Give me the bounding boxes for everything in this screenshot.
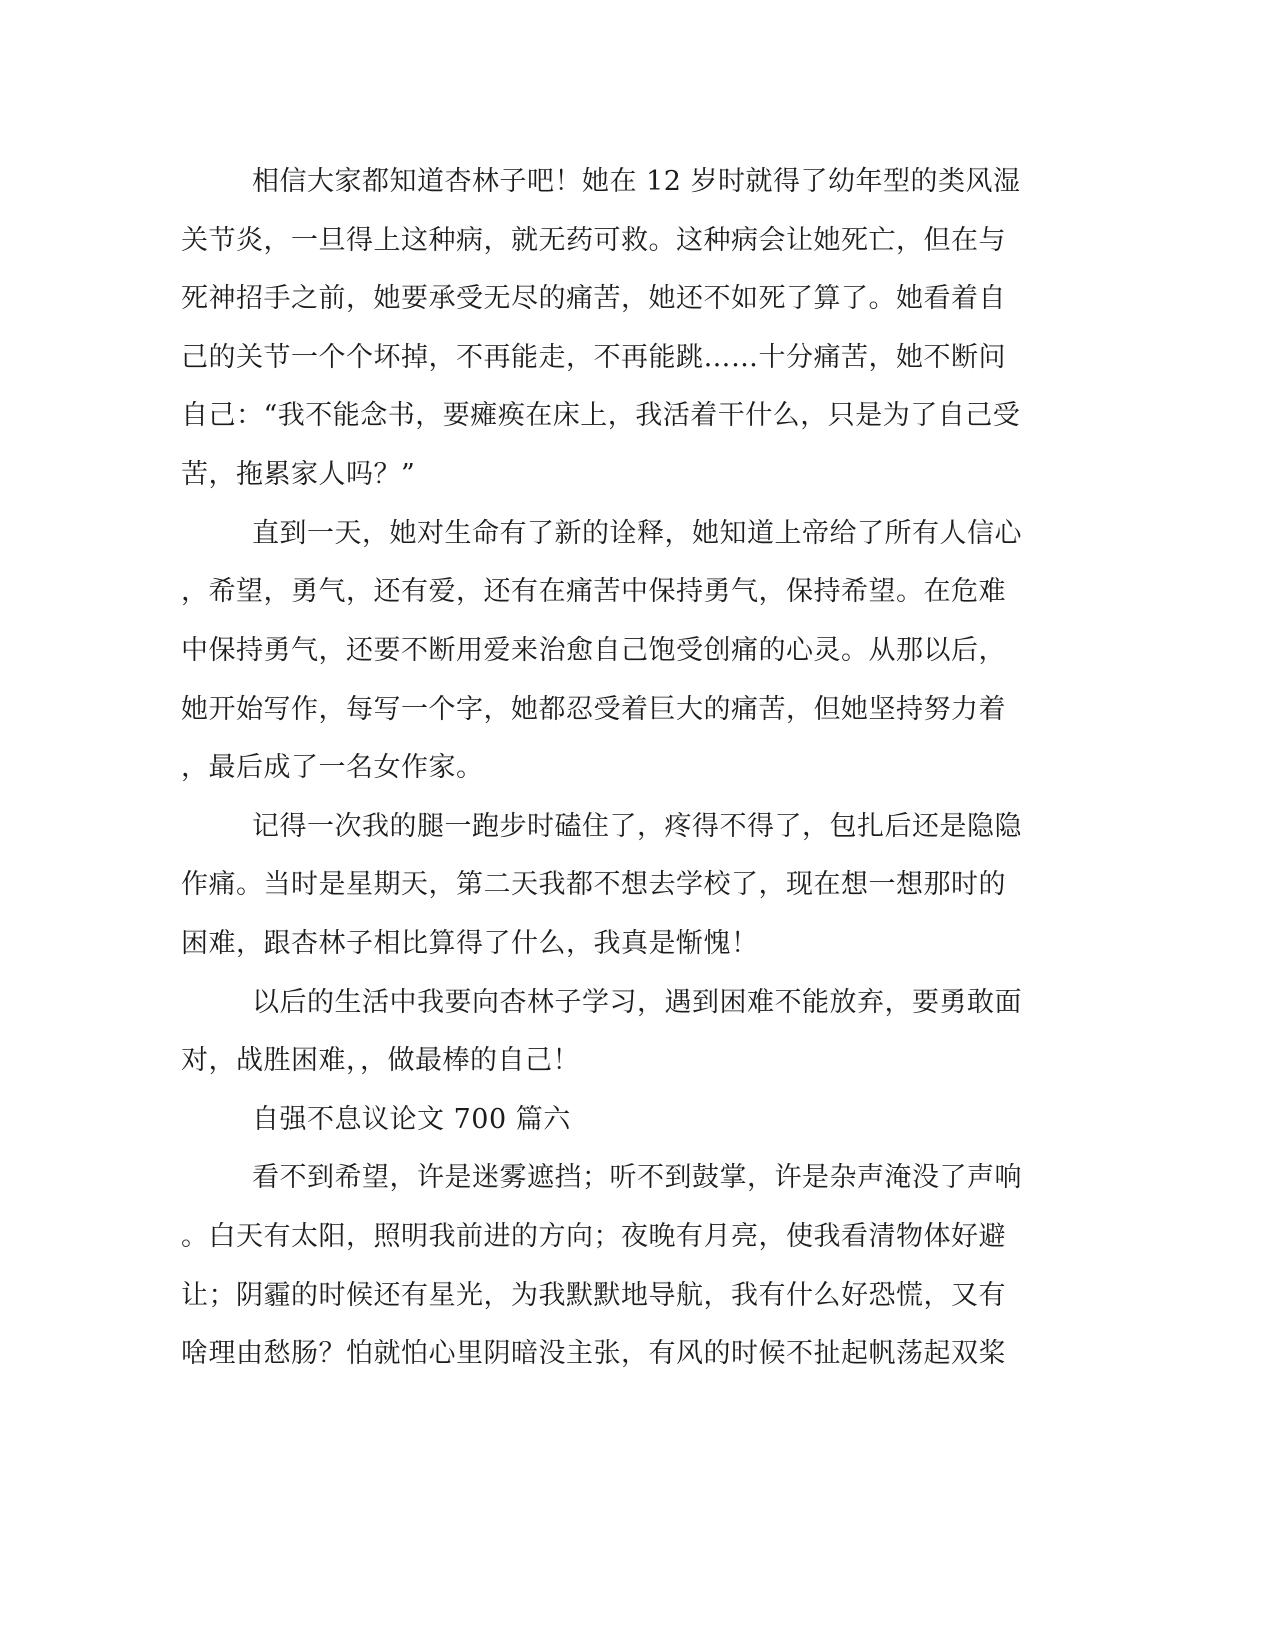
- paragraph-1-line-4: 己的关节一个个坏掉，不再能走，不再能跳……十分痛苦，她不断问: [181, 342, 1006, 373]
- paragraph-5-line-1: 看不到希望，许是迷雾遮挡；听不到鼓掌，许是杂声淹没了声响: [252, 1162, 1022, 1193]
- paragraph-2-line-3: 中保持勇气，还要不断用爱来治愈自己饱受创痛的心灵。从那以后，: [181, 635, 1006, 666]
- paragraph-2-line-2: ，希望，勇气，还有爱，还有在痛苦中保持勇气，保持希望。在危难: [181, 576, 1006, 607]
- paragraph-5-line-3: 让；阴霾的时候还有星光，为我默默地导航，我有什么好恐慌，又有: [181, 1280, 1006, 1311]
- paragraph-3-line-2: 作痛。当时是星期天，第二天我都不想去学校了，现在想一想那时的: [181, 869, 1006, 900]
- paragraph-5-line-4: 啥理由愁肠？怕就怕心里阴暗没主张，有风的时候不扯起帆荡起双桨: [181, 1338, 1006, 1369]
- paragraph-3-line-1: 记得一次我的腿一跑步时磕住了，疼得不得了，包扎后还是隐隐: [252, 811, 1022, 842]
- paragraph-2-line-4: 她开始写作，每写一个字，她都忍受着巨大的痛苦，但她坚持努力着: [181, 694, 1006, 725]
- paragraph-3-line-3: 困难，跟杏林子相比算得了什么，我真是惭愧！: [181, 928, 759, 959]
- paragraph-4-line-2: 对，战胜困难，，做最棒的自己！: [181, 1045, 580, 1076]
- paragraph-1-line-5: 自己：“我不能念书，要瘫痪在床上，我活着干什么，只是为了自己受: [181, 400, 1021, 431]
- paragraph-1-line-6: 苦，拖累家人吗？”: [181, 459, 416, 490]
- paragraph-5-line-2: 。白天有太阳，照明我前进的方向；夜晚有月亮，使我看清物体好避: [181, 1221, 1006, 1252]
- section-heading: 自强不息议论文 700 篇六: [252, 1104, 571, 1135]
- paragraph-1-line-1: 相信大家都知道杏林子吧！她在 12 岁时就得了幼年型的类风湿: [252, 166, 1021, 197]
- paragraph-2-line-1: 直到一天，她对生命有了新的诠释，她知道上帝给了所有人信心: [252, 518, 1022, 549]
- paragraph-1-line-2: 关节炎，一旦得上这种病，就无药可救。这种病会让她死亡，但在与: [181, 225, 1006, 256]
- paragraph-4-line-1: 以后的生活中我要向杏林子学习，遇到困难不能放弃，要勇敢面: [252, 987, 1022, 1018]
- paragraph-1-line-3: 死神招手之前，她要承受无尽的痛苦，她还不如死了算了。她看着自: [181, 283, 1006, 314]
- paragraph-2-line-5: ，最后成了一名女作家。: [181, 752, 484, 783]
